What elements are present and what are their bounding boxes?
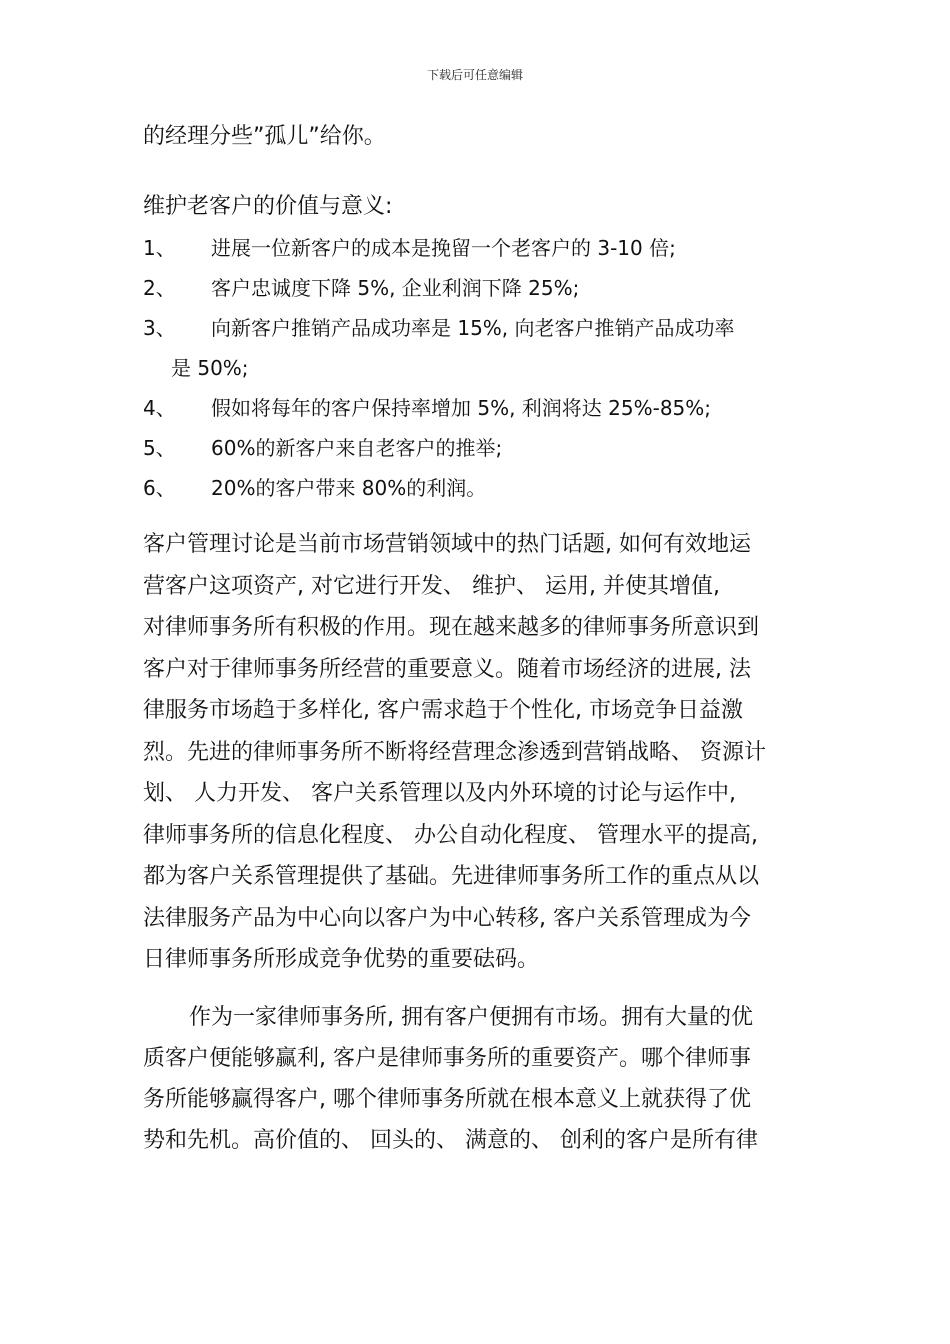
paragraph-line: 对律师事务所有积极的作用。现在越来越多的律师事务所意识到 [143,615,760,640]
paragraph-client-management [143,524,808,981]
list-item-continuation: 是 50%; [171,356,249,380]
list-item-text: 客户忠诚度下降 5%, 企业利润下降 25%; [211,276,580,300]
list-item [143,468,808,508]
paragraph-line: 营客户这项资产, 对它进行开发、 维护、 运用, 并使其增值, [143,573,720,599]
list-heading: 维护老客户的价值与意义: [143,194,393,219]
list-item-number: 1、 [143,236,176,260]
list-item [143,308,808,388]
paragraph-line: 法律服务产品为中心向以客户为中心转移, 客户关系管理成为今 [143,905,751,931]
list-item-number: 5、 [143,436,176,460]
list-item [143,388,808,428]
list-item-text: 进展一位新客户的成本是挽留一个老客户的 3-10 倍; [211,236,676,260]
paragraph-line: 日律师事务所形成竞争优势的重要砝码。 [143,947,540,972]
document-body [143,118,808,1161]
list-item [143,268,808,308]
list-item-text: 向新客户推销产品成功率是 15%, 向老客户推销产品成功率 [211,316,735,340]
paragraph-line: 律服务市场趋于多样化, 客户需求趋于个性化, 市场竞争日益激 [143,698,743,723]
paragraph-line: 客户对于律师事务所经营的重要意义。随着市场经济的进展, 法 [143,656,751,682]
paragraph-line: 务所能够赢得客户, 哪个律师事务所就在根本意义上就获得了优 [143,1086,751,1112]
list-item-number: 3、 [143,316,176,340]
list-item [143,228,808,268]
list-item-text: 假如将每年的客户保持率增加 5%, 利润将达 25%-85%; [211,396,712,420]
list-item-number: 6、 [143,476,176,500]
paragraph-line: 作为一家律师事务所, 拥有客户便拥有市场。拥有大量的优 [189,1004,753,1030]
paragraph-line: 律师事务所的信息化程度、 办公自动化程度、 管理水平的提高, [143,822,758,848]
paragraph-line: 势和先机。高价值的、 回头的、 满意的、 创利的客户是所有律 [143,1127,758,1153]
list-item [143,428,808,468]
page-header: 下载后可任意编辑 [426,68,523,82]
paragraph-line: 质客户便能够赢利, 客户是律师事务所的重要资产。哪个律师事 [143,1045,751,1071]
paragraph-line: 划、 人力开发、 客户关系管理以及内外环境的讨论与运作中, [143,781,736,806]
list-item-number: 2、 [143,276,176,300]
list-item-text: 60%的新客户来自老客户的推举; [211,436,503,460]
paragraph-line: 都为客户关系管理提供了基础。先进律师事务所工作的重点从以 [143,864,760,889]
paragraph-line: 烈。先进的律师事务所不断将经营理念渗透到营销战略、 资源计 [143,739,766,765]
paragraph-line: 客户管理讨论是当前市场营销领域中的热门话题, 如何有效地运 [143,532,751,557]
paragraph-client-asset [143,997,808,1161]
value-list [143,228,808,508]
list-item-text: 20%的客户带来 80%的利润。 [211,476,487,500]
intro-line: 的经理分些”孤儿”给你。 [143,124,386,149]
list-item-number: 4、 [143,396,176,420]
